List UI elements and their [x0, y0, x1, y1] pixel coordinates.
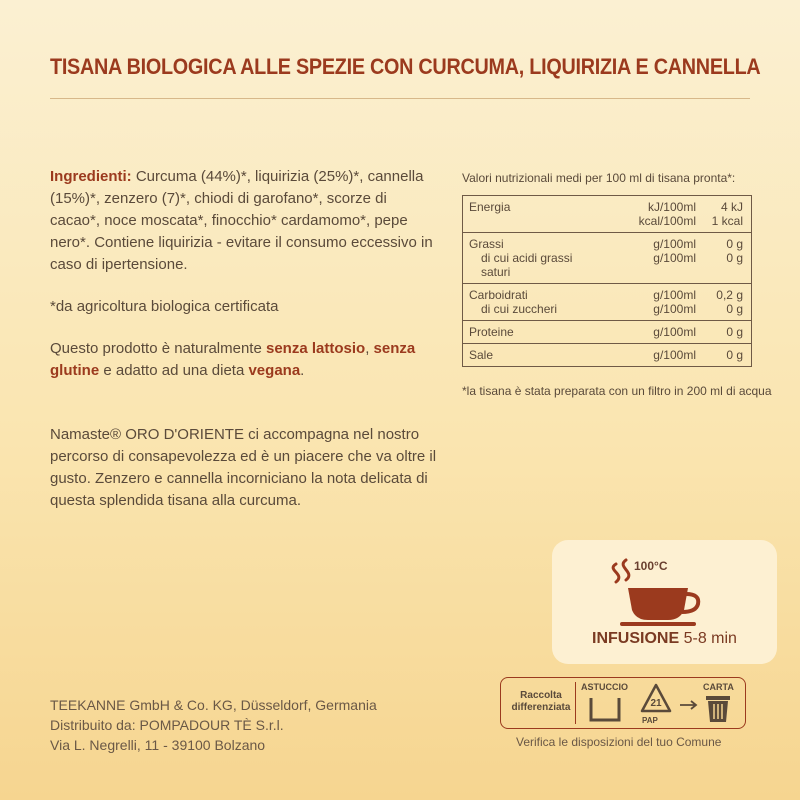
- nutrient-value-2: 1 kcal: [711, 214, 743, 228]
- verify-note: Verifica le disposizioni del tuo Comune: [516, 735, 722, 749]
- nutrient-name: Sale: [469, 348, 494, 362]
- nutrition-table: [462, 195, 752, 367]
- company-info: [50, 695, 377, 755]
- manufacturer: TEEKANNE GmbH & Co. KG, Düsseldorf, Germania: [50, 697, 377, 713]
- recycling-box: [500, 677, 746, 729]
- infusion-time: 5-8 min: [679, 630, 737, 647]
- nutrient-value: 4 kJ: [720, 200, 743, 214]
- nutrient-unit-cell: [610, 321, 702, 344]
- carta-label: CARTA: [703, 682, 734, 692]
- recycle-triangle-icon: [639, 682, 673, 716]
- infusion-panel: [552, 540, 777, 664]
- nutrient-unit: g/100ml: [653, 288, 696, 302]
- nutrient-value-2: 0 g: [726, 302, 743, 316]
- nutrient-value-cell: [702, 284, 752, 321]
- product-description: Namaste® ORO D'ORIENTE ci accompagna nel nostro percorso di consapevolezza ed è un piacere che va oltre il gusto. Zenzero e cannella incorniciano la nota delicata di questa splendida tisana alla curcuma.: [50, 426, 437, 509]
- lactose-free: senza lattosio: [265, 340, 366, 357]
- free-from-text: Questo prodotto è naturalmente: [50, 340, 266, 357]
- nutrient-value: 0 g: [726, 325, 743, 339]
- organic-note: *da agricoltura biologica certificata: [50, 298, 279, 315]
- nutrient-unit-cell: [610, 196, 702, 233]
- ingredients-column: [50, 166, 440, 512]
- nutrient-name: Carboidrati: [469, 288, 528, 302]
- nutrient-name-cell: [463, 321, 611, 344]
- recycle-code: 21: [650, 698, 662, 709]
- nutrient-unit-2: kcal/100ml: [638, 214, 696, 228]
- arrow-right-icon: [679, 700, 699, 710]
- free-from-end: .: [300, 362, 305, 379]
- temperature-label: 100°C: [634, 559, 668, 573]
- vegan: vegana: [248, 362, 301, 379]
- ingredients-label: Ingredienti:: [50, 168, 132, 185]
- nutrient-name: Grassi: [469, 237, 504, 251]
- nutrition-row: [463, 321, 752, 344]
- infusion-label: [552, 630, 777, 648]
- title-divider: [50, 98, 750, 99]
- free-from-sep: ,: [365, 340, 374, 357]
- nutrient-unit-2: g/100ml: [653, 251, 696, 265]
- nutrition-row: [463, 196, 752, 233]
- nutrient-unit: g/100ml: [653, 325, 696, 339]
- nutrient-unit: g/100ml: [653, 348, 696, 362]
- nutrient-unit-cell: [610, 344, 702, 367]
- recycling-label: Raccolta differenziata: [511, 690, 571, 713]
- recycling-divider: [575, 682, 576, 724]
- nutrition-row: [463, 344, 752, 367]
- nutrient-value-cell: [702, 233, 752, 284]
- nutrient-name-cell: [463, 284, 611, 321]
- distributor-address: Via L. Negrelli, 11 - 39100 Bolzano: [50, 737, 266, 753]
- astuccio-label: ASTUCCIO: [581, 682, 628, 692]
- nutrient-value-2: 0 g: [726, 251, 743, 265]
- nutrient-name-cell: [463, 196, 611, 233]
- tea-cup-icon: [598, 550, 738, 630]
- distributor: Distribuito da: POMPADOUR TÈ S.r.l.: [50, 717, 284, 733]
- ingredients-text: Curcuma (44%)*, liquirizia (25%)*, cannella (15%)*, zenzero (7)*, chiodi di garofano*, scorze di cacao*, noce moscata*, finocchio* cardamomo*, pepe nero*. Contiene liquirizia - evitare il consumo eccessivo in caso di ipertensione.: [50, 168, 433, 273]
- nutrient-value: 0 g: [726, 348, 743, 362]
- nutrient-value-cell: [702, 344, 752, 367]
- nutrient-subname: di cui acidi grassi saturi: [481, 251, 573, 279]
- page-title: TISANA BIOLOGICA ALLE SPEZIE CON CURCUMA, LIQUIRIZIA E CANNELLA: [50, 54, 761, 79]
- bin-icon: [705, 694, 731, 724]
- free-from-paragraph: [50, 338, 440, 382]
- nutrient-name: Proteine: [469, 325, 514, 339]
- box-icon: [589, 696, 621, 722]
- nutrient-unit-cell: [610, 284, 702, 321]
- nutrition-note: *la tisana è stata preparata con un filtro in 200 ml di acqua: [462, 384, 772, 398]
- nutrition-row: [463, 284, 752, 321]
- nutrition-row: [463, 233, 752, 284]
- nutrient-unit: g/100ml: [653, 237, 696, 251]
- nutrient-value: 0,2 g: [716, 288, 743, 302]
- nutrient-value-cell: [702, 196, 752, 233]
- pap-label: PAP: [642, 716, 658, 725]
- ingredients-paragraph: [50, 166, 440, 276]
- nutrient-unit-2: g/100ml: [653, 302, 696, 316]
- nutrient-value-cell: [702, 321, 752, 344]
- nutrient-subname: di cui zuccheri: [481, 302, 558, 316]
- gluten-free: senza glutine: [50, 340, 416, 379]
- nutrient-unit: kJ/100ml: [647, 200, 696, 214]
- nutrient-unit-cell: [610, 233, 702, 284]
- nutrition-heading: Valori nutrizionali medi per 100 ml di tisana pronta*:: [462, 171, 736, 185]
- nutrient-name-cell: [463, 344, 611, 367]
- free-from-text-2: e adatto ad una dieta: [99, 362, 249, 379]
- nutrient-name-cell: [463, 233, 611, 284]
- nutrient-value: 0 g: [726, 237, 743, 251]
- nutrient-name: Energia: [469, 200, 511, 214]
- infusion-word: INFUSIONE: [592, 630, 680, 647]
